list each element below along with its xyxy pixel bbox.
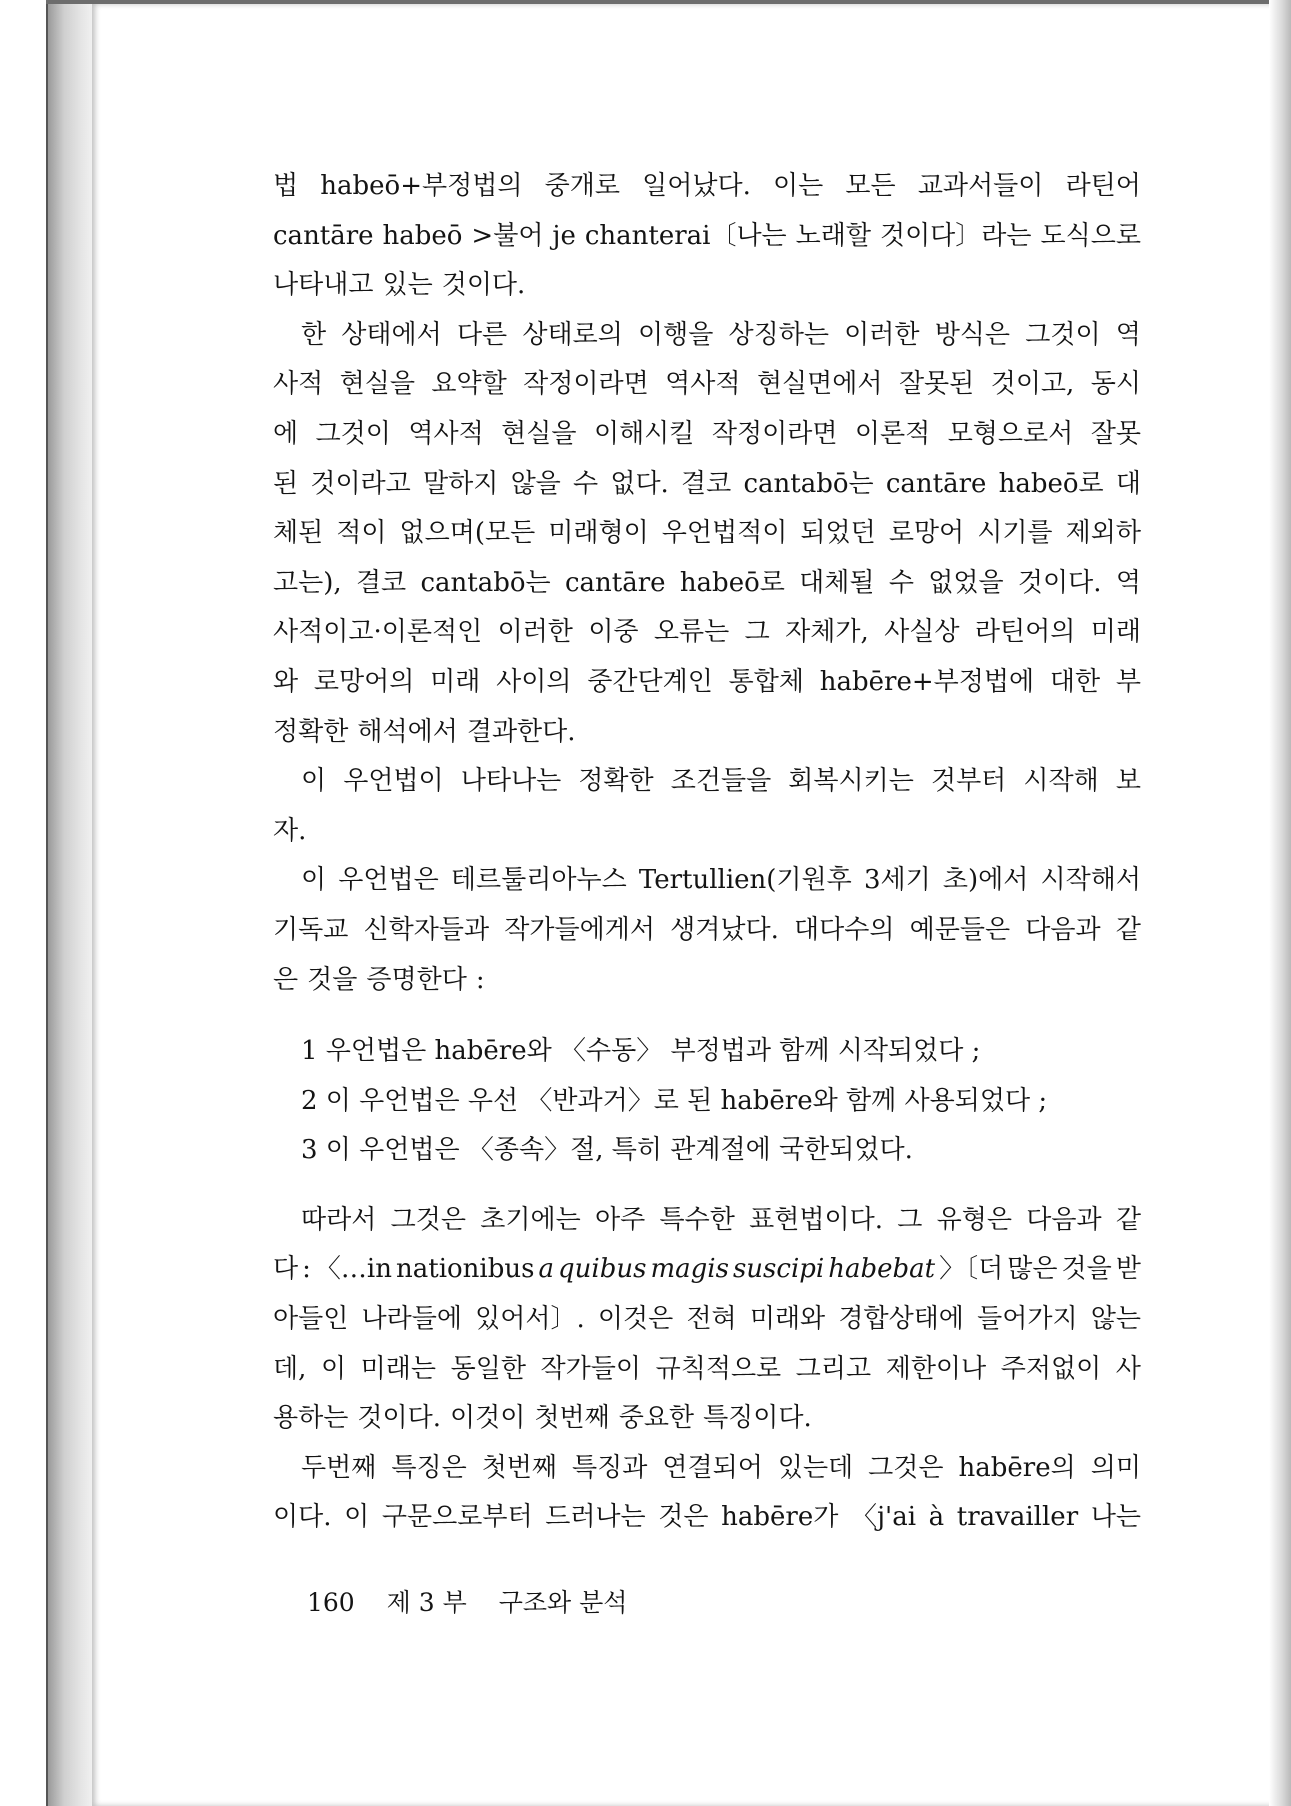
text-line: 따라서 그것은 초기에는 아주 특수한 표현법이다. 그 유형은 다음과 같 [301, 1204, 1141, 1235]
text-line: 한 상태에서 다른 상태로의 이행을 상징하는 이러한 방식은 그것이 역 [301, 319, 1141, 350]
part-label: 제 3 부 [386, 1588, 467, 1617]
text-line: 아들인 나라들에 있어서〕. 이것은 전혀 미래와 경합상태에 들어가지 않는 [273, 1304, 1141, 1335]
text-line: 와 로망어의 미래 사이의 중간단계인 통합체 habēre+부정법에 대한 부 [273, 666, 1141, 697]
text-line: cantāre habeō >불어 je chanterai〔나는 노래할 것이다〕라는 도식으로 [273, 220, 1141, 251]
text-line: 자. [273, 815, 307, 846]
page-right-shadow [1269, 0, 1291, 1806]
body-text [273, 162, 1141, 1543]
spacer [273, 1005, 1141, 1027]
text-line: 이 우언법은 테르툴리아누스 Tertullien(기원후 3세기 초)에서 시작해서 [301, 865, 1141, 896]
text-line: 고는), 결코 cantabō는 cantāre habeō로 대체될 수 없었을 것이다. 역 [273, 567, 1141, 598]
text-line: 다 : 〈…in nationibus a quibus magis suscipi habebat 〉〔더 많은 것을 받 [273, 1254, 1141, 1285]
numbered-list-item: 3 이 우언법은 〈종속〉절, 특히 관계절에 국한되었다. [301, 1135, 913, 1166]
section-title: 구조와 분석 [498, 1588, 628, 1617]
text-line: 사적이고·이론적인 이러한 이중 오류는 그 자체가, 사실상 라틴어의 미래 [273, 617, 1141, 648]
text-line: 은 것을 증명한다 : [273, 964, 485, 995]
text-line: 정확한 해석에서 결과한다. [273, 716, 576, 747]
spacer [273, 1176, 1141, 1196]
text-line: 용하는 것이다. 이것이 첫번째 중요한 특징이다. [273, 1403, 812, 1434]
text-line: 체된 적이 없으며(모든 미래형이 우언법적이 되었던 로망어 시기를 제외하 [273, 518, 1141, 549]
text-line: 에 그것이 역사적 현실을 이해시킬 작정이라면 이론적 모형으로서 잘못 [273, 418, 1141, 449]
text-line: 기독교 신학자들과 작가들에게서 생겨났다. 대다수의 예문들은 다음과 같 [273, 914, 1141, 945]
numbered-list-item: 1 우언법은 habēre와 〈수동〉 부정법과 함께 시작되었다 ; [301, 1036, 981, 1067]
numbered-list-item: 2 이 우언법은 우선 〈반과거〉로 된 habēre와 함께 사용되었다 ; [301, 1085, 1048, 1116]
text-line: 이다. 이 구문으로부터 드러나는 것은 habēre가 〈j'ai à travailler 나는 [273, 1502, 1141, 1533]
book-page-stack-edge [46, 4, 94, 1806]
text-line: 된 것이라고 말하지 않을 수 없다. 결코 cantabō는 cantāre habeō로 대 [273, 468, 1141, 499]
text-line: 두번째 특징은 첫번째 특징과 연결되어 있는데 그것은 habēre의 의미 [301, 1452, 1141, 1483]
text-line: 나타내고 있는 것이다. [273, 270, 526, 301]
text-line: 법 habeō+부정법의 중개로 일어났다. 이는 모든 교과서들이 라틴어 [273, 171, 1141, 201]
page-footer [307, 1583, 651, 1619]
text-line: 이 우언법이 나타나는 정확한 조건들을 회복시키는 것부터 시작해 보 [301, 766, 1141, 797]
page-number: 160 [307, 1588, 355, 1617]
text-line: 사적 현실을 요약할 작정이라면 역사적 현실면에서 잘못된 것이고, 동시 [273, 369, 1141, 400]
text-line: 데, 이 미래는 동일한 작가들이 규칙적으로 그리고 제한이나 주저없이 사 [273, 1353, 1141, 1384]
